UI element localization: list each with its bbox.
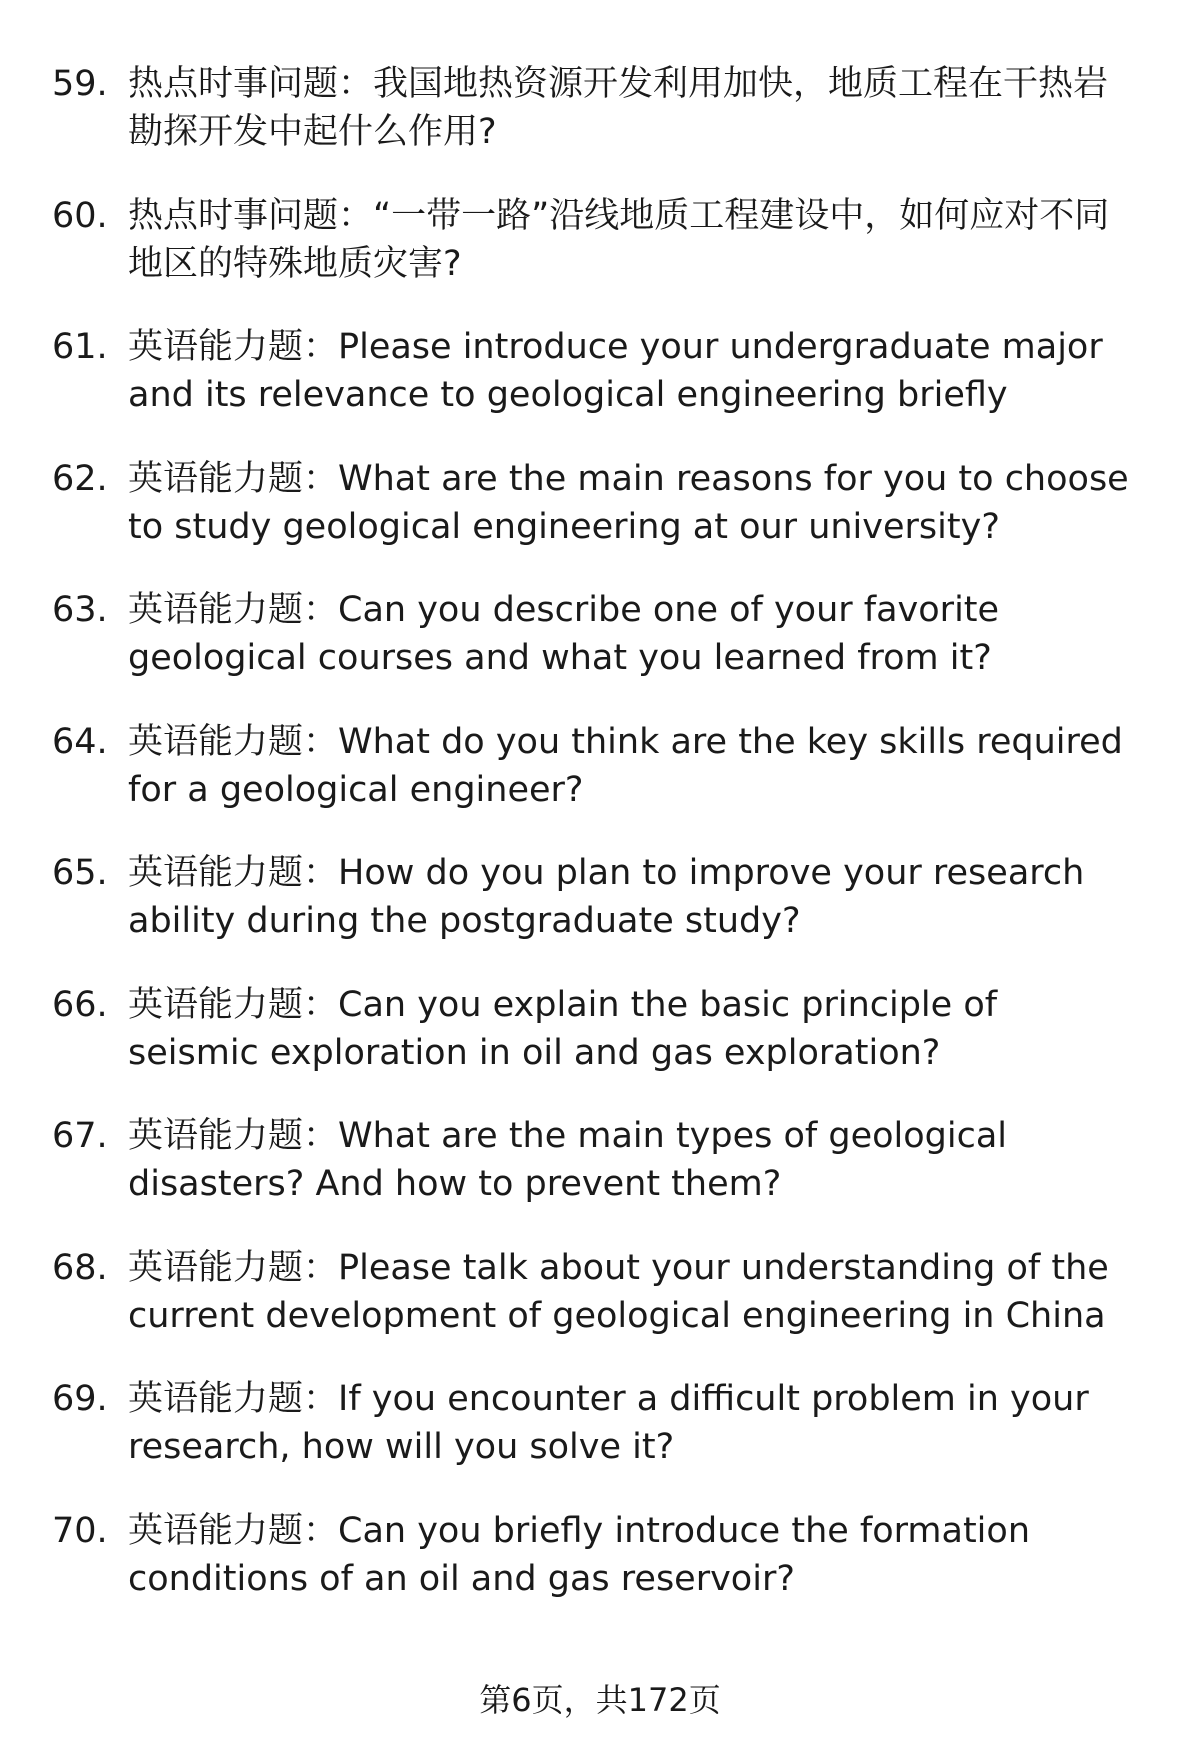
list-item [0,1507,1200,1639]
question-text: 英语能力题：Please introduce your undergraduate major and its relevance to geological engineering briefly [128,327,1103,415]
list-item [0,586,1200,718]
question-text: 英语能力题：What are the main types of geological disasters? And how to prevent them? [128,1116,1008,1204]
question-number: 69. [52,1379,108,1419]
list-item [0,455,1200,587]
question-text: 英语能力题：How do you plan to improve your research ability during the postgraduate study? [128,853,1085,941]
question-number: 68. [52,1247,108,1288]
question-text: 英语能力题：Please talk about your understanding of the current development of geological engineering in China [128,1247,1109,1336]
question-text: 英语能力题：Can you explain the basic principle of seismic exploration in oil and gas exploration? [128,984,998,1073]
page-footer: 第6页，共172页 [479,1681,721,1719]
list-item [0,1112,1200,1244]
question-number: 60. [52,195,108,236]
list-item [0,718,1200,850]
question-text: 热点时事问题：“一带一路”沿线地质工程建设中，如何应对不同地区的特殊地质灾害? [128,195,1110,284]
question-text: 英语能力题：What are the main reasons for you to choose to study geological engineering at our university? [128,458,1129,547]
list-item [0,192,1200,324]
question-text: 英语能力题：Can you describe one of your favorite geological courses and what you learned from it? [128,590,1000,678]
question-number: 66. [52,984,108,1025]
question-number: 63. [52,590,108,630]
list-item [0,981,1200,1113]
question-number: 64. [52,721,108,762]
list-item [0,849,1200,981]
question-list [0,60,1200,1638]
question-text: 英语能力题：What do you think are the key skills required for a geological engineer? [128,721,1123,810]
question-number: 61. [52,327,108,367]
question-text: 热点时事问题：我国地热资源开发利用加快，地质工程在干热岩勘探开发中起什么作用? [128,64,1109,152]
list-item [0,323,1200,455]
question-number: 67. [52,1116,108,1156]
question-number: 62. [52,458,108,499]
list-item [0,60,1200,192]
question-number: 59. [52,64,108,104]
question-text: 英语能力题：Can you briefly introduce the formation conditions of an oil and gas reservoir? [128,1510,1031,1599]
question-number: 65. [52,853,108,893]
question-number: 70. [52,1510,108,1551]
question-text: 英语能力题：If you encounter a difficult problem in your research, how will you solve it? [128,1379,1089,1467]
list-item [0,1375,1200,1507]
list-item [0,1244,1200,1376]
